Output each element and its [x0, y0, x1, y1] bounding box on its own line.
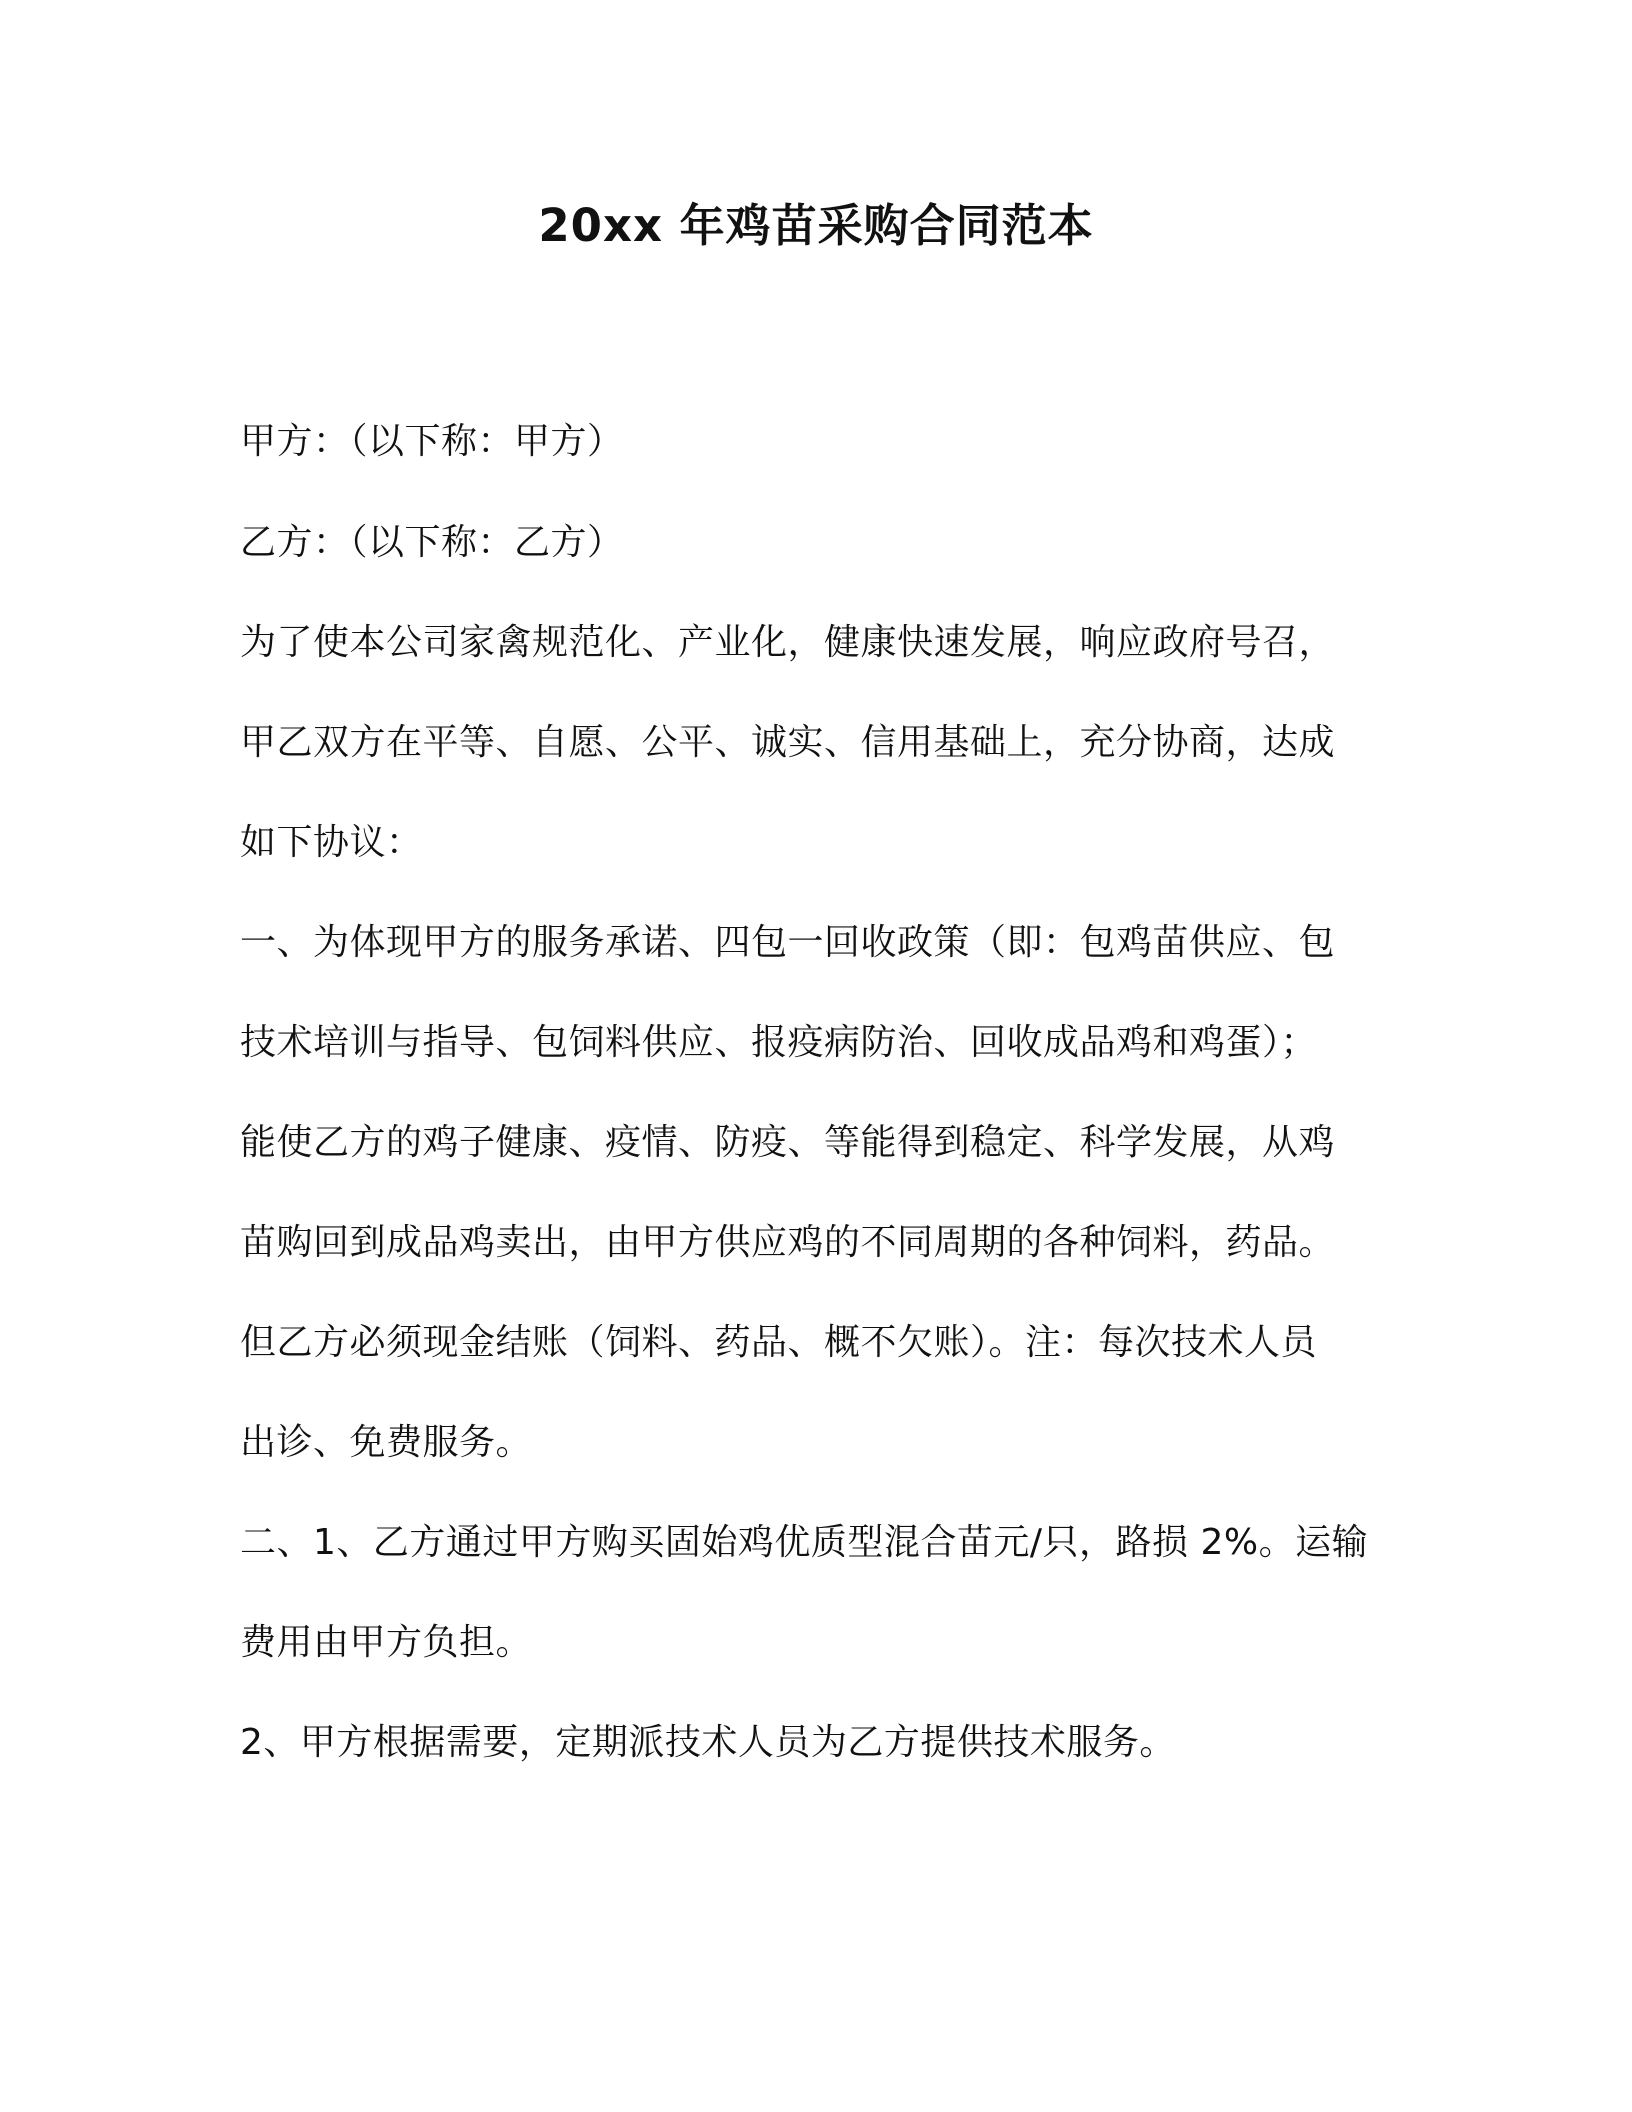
clause-2-1-line-2: 费用由甲方负担。	[240, 1622, 533, 1663]
preamble-line-1: 为了使本公司家禽规范化、产业化，健康快速发展，响应政府号召，	[240, 622, 1336, 663]
clause-2-1-line-1: 二、1、乙方通过甲方购买固始鸡优质型混合苗元/只，路损 2%。运输	[240, 1522, 1369, 1563]
party-a-line: 甲方：（以下称：甲方）	[240, 421, 624, 462]
clause-1-line-5: 但乙方必须现金结账（饲料、药品、概不欠账）。注：每次技术人员	[240, 1322, 1318, 1363]
preamble-line-3: 如下协议：	[240, 822, 423, 863]
clause-1-line-6: 出诊、免费服务。	[240, 1422, 533, 1463]
clause-2-2-line-1: 2、甲方根据需要，定期派技术人员为乙方提供技术服务。	[240, 1722, 1176, 1763]
clause-1-line-1: 一、为体现甲方的服务承诺、四包一回收政策（即：包鸡苗供应、包	[240, 922, 1336, 963]
clause-1-line-3: 能使乙方的鸡子健康、疫情、防疫、等能得到稳定、科学发展，从鸡	[240, 1122, 1336, 1163]
document-title: 20xx 年鸡苗采购合同范本	[538, 199, 1094, 252]
clause-1-line-4: 苗购回到成品鸡卖出，由甲方供应鸡的不同周期的各种饲料，药品。	[240, 1222, 1336, 1263]
clause-1-line-2: 技术培训与指导、包饲料供应、报疫病防治、回收成品鸡和鸡蛋）；	[240, 1022, 1318, 1063]
party-b-line: 乙方：（以下称：乙方）	[240, 522, 624, 563]
preamble-line-2: 甲乙双方在平等、自愿、公平、诚实、信用基础上，充分协商，达成	[240, 722, 1336, 763]
